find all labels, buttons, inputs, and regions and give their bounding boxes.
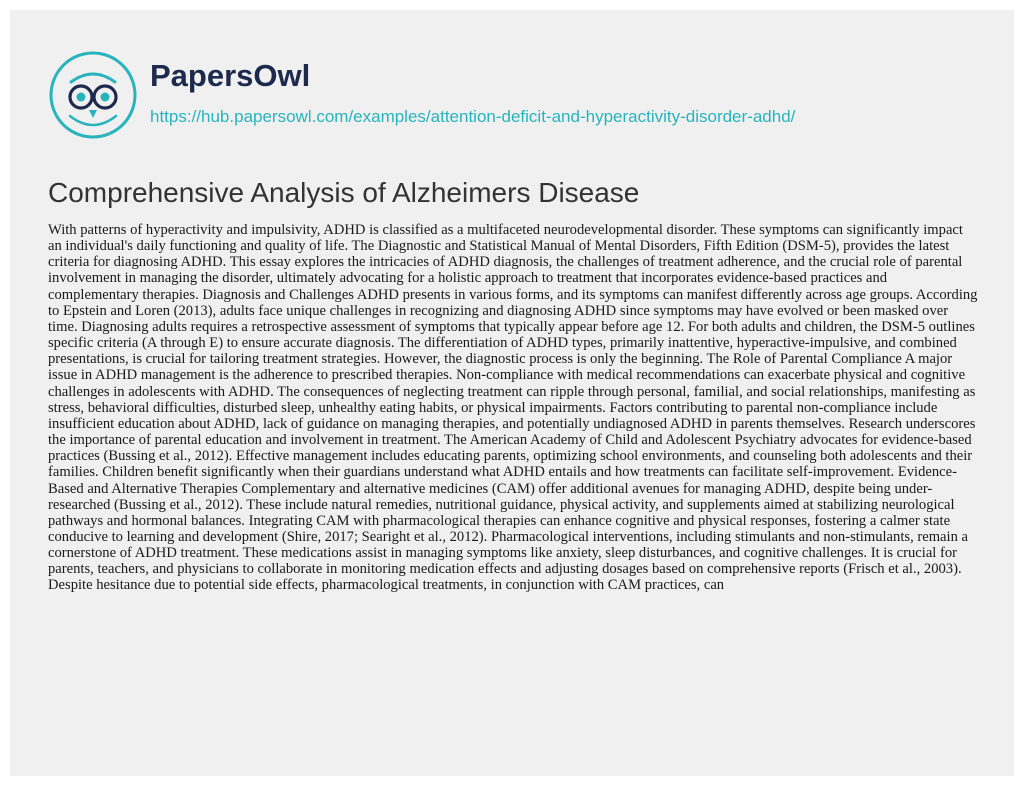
brand-name: PapersOwl (150, 58, 311, 93)
document-body: With patterns of hyperactivity and impulsivity, ADHD is classified as a multifaceted neurodevelopmental disorder. These symptoms can significantly impact an individual's daily functioning and quality of life. The Diagnostic and Statistical Manual of Mental Disorders, Fifth Edition (DSM-5), provides the latest criteria for diagnosing ADHD. This essay explores the intricacies of ADHD diagnosis, the challenges of treatment adherence, and the crucial role of parental involvement in managing the disorder, ultimately advocating for a holistic approach to treatment that incorporates evidence-based practices and complementary therapies. Diagnosis and Challenges ADHD presents in various forms, and its symptoms can manifest differently across age groups. According to Epstein and Loren (2013), adults face unique challenges in recognizing and diagnosing ADHD since symptoms may have evolved or been masked over time. Diagnosing adults requires a retrospective assessment of symptoms that typically appear before age 12. For both adults and children, the DSM-5 outlines specific criteria (A through E) to ensure accurate diagnosis. The differentiation of ADHD types, primarily inattentive, hyperactive-impulsive, and combined presentations, is crucial for tailoring treatment strategies. However, the diagnostic process is only the beginning. The Role of Parental Compliance A major issue in ADHD management is the adherence to prescribed therapies. Non-compliance with medical recommendations can exacerbate physical and cognitive challenges in adolescents with ADHD. The consequences of neglecting treatment can ripple through personal, familial, and social relationships, manifesting as stress, behavioral difficulties, disturbed sleep, unhealthy eating habits, or physical impairments. Factors contributing to parental non-compliance include insufficient education about ADHD, lack of guidance on managing therapies, and potentially undiagnosed ADHD in parents themselves. Research underscores the importance of parental education and involvement in treatment. The American Academy of Child and Adolescent Psychiatry advocates for evidence-based practices (Bussing et al., 2012). Effective management includes educating parents, optimizing school environments, and counseling both adolescents and their families. Children benefit significantly when their guardians understand what ADHD entails and how treatments can facilitate self-improvement. Evidence-Based and Alternative Therapies Complementary and alternative medicines (CAM) offer additional avenues for managing ADHD, despite being under-researched (Bussing et al., 2012). These include natural remedies, nutritional guidance, physical activity, and supplements aimed at stabilizing neurological pathways and hormonal balances. Integrating CAM with pharmacological therapies can enhance cognitive and physical responses, fostering a calmer state conducive to learning and development (Shire, 2017; Searight et al., 2012). Pharmacological interventions, including stimulants and non-stimulants, remain a cornerstone of ADHD treatment. These medications assist in managing symptoms like anxiety, sleep disturbances, and cognitive challenges. It is crucial for parents, teachers, and physicians to collaborate in monitoring medication effects and adjusting dosages based on comprehensive reports (Frisch et al., 2003). Despite hesitance due to potential side effects, pharmacological treatments, in conjunction with CAM practices, can (48, 222, 978, 594)
document-title: Comprehensive Analysis of Alzheimers Disease (48, 177, 640, 208)
page-header (10, 10, 1014, 155)
document-page (10, 10, 1014, 776)
source-url-link[interactable]: https://hub.papersowl.com/examples/attention-deficit-and-hyperactivity-disorder-adhd/ (150, 107, 796, 126)
owl-logo-icon (48, 50, 138, 140)
